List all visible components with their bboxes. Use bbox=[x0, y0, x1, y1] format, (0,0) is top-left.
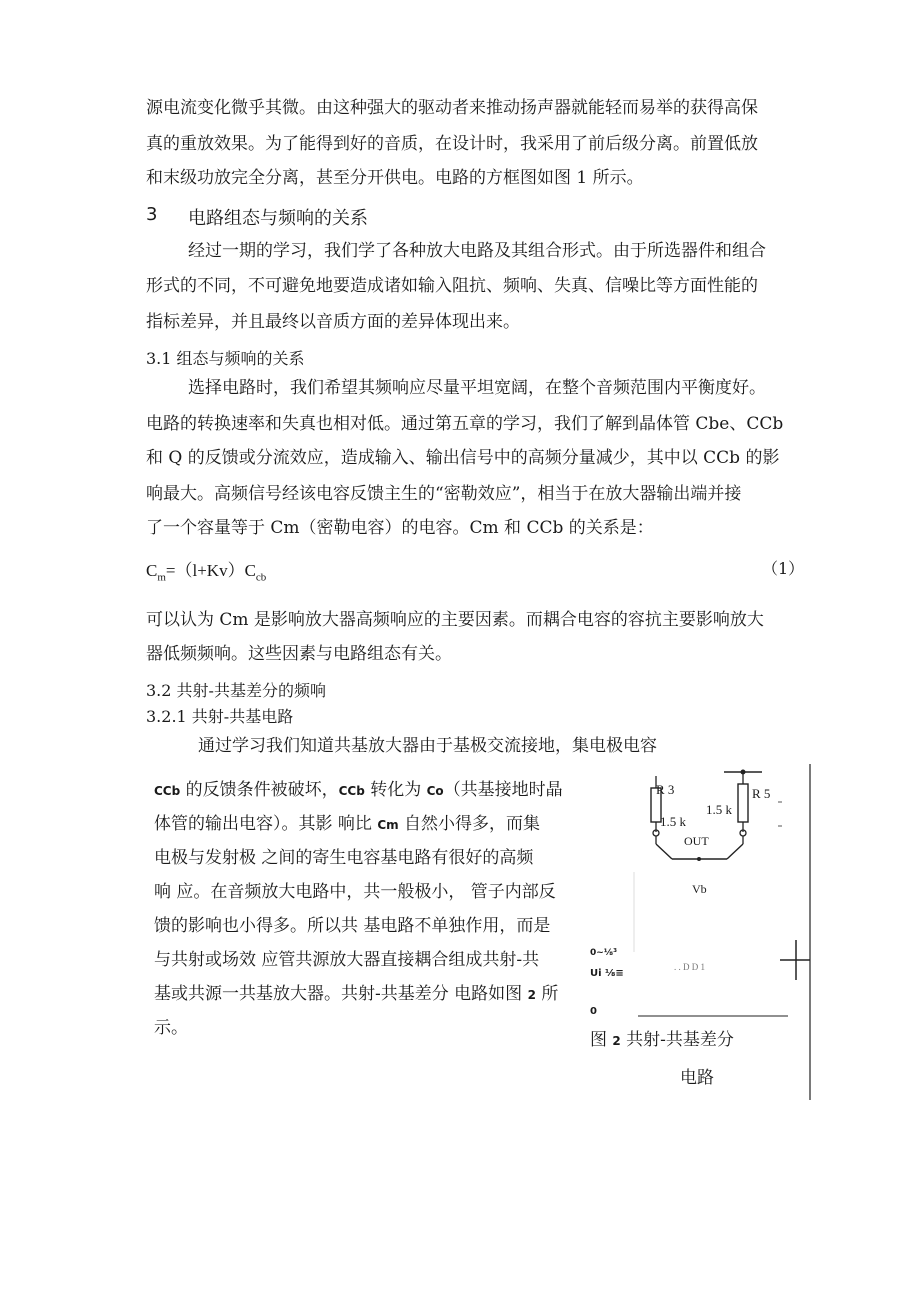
formula bbox=[146, 556, 266, 583]
formula-middle: =（l+Kv）C bbox=[165, 561, 256, 580]
wrap-line-2-text-a: 体管的输出电容）。其影 响比 bbox=[154, 814, 378, 834]
wrap-line-2 bbox=[154, 806, 540, 843]
figure-ref-number: 2 bbox=[527, 988, 536, 1002]
wrap-line-1-text-a: 的反馈条件被破坏， bbox=[180, 780, 339, 800]
wrap-line-8: 示。 bbox=[154, 1018, 188, 1038]
intro-line-1: 源电流变化微乎其微。由这种强大的驱动者来推动扬声器就能轻而易举的获得高保 bbox=[146, 98, 758, 118]
after-formula-line-2: 器低频频响。这些因素与电路组态有关。 bbox=[146, 644, 452, 664]
r3-value: 1.5 k bbox=[660, 814, 686, 829]
formula-sub-m: m bbox=[157, 571, 166, 584]
r3-label: R 3 bbox=[656, 782, 675, 797]
section-3-line-1: 经过一期的学习，我们学了各种放大电路及其组合形式。由于所选器件和组合 bbox=[188, 241, 766, 261]
wrap-line-7 bbox=[154, 976, 558, 1013]
formula-number: （1） bbox=[762, 559, 805, 578]
section-3-2-heading: 3.2 共射-共基差分的频响 bbox=[146, 681, 326, 700]
garbled-label-1: 0~⅛³ bbox=[590, 948, 618, 958]
r5-value: 1.5 k bbox=[706, 802, 732, 817]
wrap-line-1-text-b: 转化为 bbox=[364, 780, 427, 800]
section-3-1-line-4: 响最大。高频信号经该电容反馈主生的“密勒效应”，相当于在放大器输出端并接 bbox=[146, 484, 742, 504]
figure-caption-line-2: 电路 bbox=[680, 1068, 714, 1088]
vb-label: Vb bbox=[692, 882, 707, 896]
garbled-label-2: Ui ⅛≡ bbox=[590, 968, 624, 979]
garbled-label-3: 0 bbox=[590, 1006, 597, 1017]
left-emitter bbox=[656, 844, 672, 859]
r5-resistor bbox=[738, 784, 748, 822]
intro-line-3: 和末级功放完全分离，甚至分开供电。电路的方框图如图 1 所示。 bbox=[146, 168, 644, 188]
caption-number: 2 bbox=[612, 1034, 621, 1048]
wrap-line-1-text-c: （共基接地时晶 bbox=[443, 780, 563, 800]
section-3-title: 电路组态与频响的关系 bbox=[188, 208, 368, 229]
formula-c: C bbox=[146, 561, 158, 580]
wrap-line-4: 响 应。在音频放大电路中，共一般极小， 管子内部反 bbox=[154, 882, 556, 902]
after-formula-line-1: 可以认为 Cm 是影响放大器高频响应的主要因素。而耦合电容的容抗主要影响放大 bbox=[146, 610, 764, 630]
cm-term: Cm bbox=[377, 818, 399, 832]
wrap-line-7-text-b: 所 bbox=[535, 984, 559, 1004]
wrap-line-7-text-a: 基或共源一共基放大器。共射-共基差分 电路如图 bbox=[154, 984, 528, 1004]
co-term: Co bbox=[426, 784, 444, 798]
section-3-1-line-5: 了一个容量等于 Cm（密勒电容）的电容。Cm 和 CCb 的关系是： bbox=[146, 518, 654, 538]
wrap-line-5: 馈的影响也小得多。所以共 基电路不单独作用，而是 bbox=[154, 916, 551, 936]
section-3-1-heading: 3.1 组态与频响的关系 bbox=[146, 349, 305, 368]
wrap-line-1 bbox=[154, 772, 563, 809]
wrap-line-2-text-b: 自然小得多，而集 bbox=[398, 814, 541, 834]
formula-sub-cb: cb bbox=[255, 571, 267, 584]
garbled-small: . . D D 1 bbox=[674, 962, 705, 972]
section-3-line-3: 指标差异，并且最终以音质方面的差异体现出来。 bbox=[146, 312, 520, 332]
caption-prefix: 图 bbox=[590, 1030, 613, 1050]
intro-line-2: 真的重放效果。为了能得到好的音质，在设计时，我采用了前后级分离。前置低放 bbox=[146, 134, 758, 154]
section-3-number: 3 bbox=[146, 204, 158, 225]
ccb-term-2: CCb bbox=[338, 784, 365, 798]
section-3-1-line-1: 选择电路时，我们希望其频响应尽量平坦宽阔，在整个音频范围内平衡度好。 bbox=[188, 378, 766, 398]
wrap-line-6: 与共射或场效 应管共源放大器直接耦合组成共射-共 bbox=[154, 950, 540, 970]
out-label: OUT bbox=[684, 834, 709, 848]
section-3-1-line-3: 和 Q 的反馈或分流效应，造成输入、输出信号中的高频分量减少，其中以 CCb 的影 bbox=[146, 448, 780, 468]
caption-text: 共射-共基差分 bbox=[620, 1030, 734, 1050]
figure-caption bbox=[590, 1022, 734, 1059]
right-emitter bbox=[727, 844, 743, 859]
r5-label: R 5 bbox=[752, 786, 771, 801]
section-3-2-first-line: 通过学习我们知道共基放大器由于基极交流接地，集电极电容 bbox=[198, 736, 657, 756]
mid-node bbox=[697, 857, 701, 861]
section-3-line-2: 形式的不同，不可避免地要造成诸如输入阻抗、频响、失真、信噪比等方面性能的 bbox=[146, 276, 758, 296]
wrap-line-3: 电极与发射极 之间的寄生电容基电路有很好的高频 bbox=[154, 848, 534, 868]
section-3-1-line-2: 电路的转换速率和失真也相对低。通过第五章的学习，我们了解到晶体管 Cbe、CCb bbox=[146, 414, 784, 434]
ccb-term-1: CCb bbox=[154, 784, 181, 798]
section-3-2-1-heading: 3.2.1 共射-共基电路 bbox=[146, 707, 294, 726]
